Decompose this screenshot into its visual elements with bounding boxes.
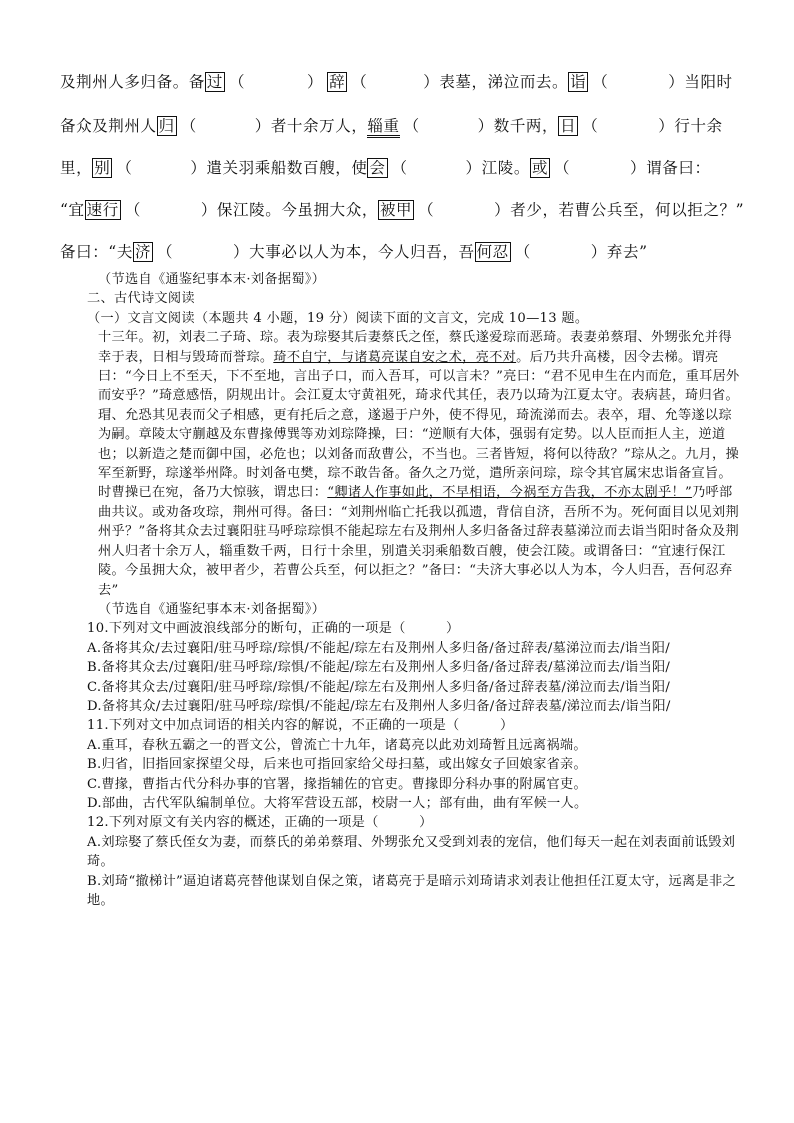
section-heading: 二、古代诗文阅读 (87, 291, 195, 307)
gloss-line-1 (60, 70, 760, 92)
gloss-blank[interactable]: （ (124, 201, 141, 219)
gloss-blank[interactable]: （ (403, 117, 420, 135)
question-12-option-a[interactable]: A.刘琮娶了蔡氏侄女为妻，而蔡氏的弟弟蔡瑁、外甥张允又受到刘表的宠信，他们每天一起在刘表面前诋毁刘琦。 (87, 834, 736, 870)
gloss-blank[interactable]: （ (514, 243, 531, 261)
gloss-line-2 (60, 114, 760, 136)
question-10-option-b[interactable]: B.备将其众去/过襄阳/驻马呼琮/琮惧/不能起/琮左右及荆州人多归备/备过辞表/墓涕泣而去/诣当阳/ (87, 660, 671, 676)
gloss-text: ）大事必以人为本，今人归吾，吾 (233, 243, 475, 261)
gloss-text: ）弃去” (590, 243, 648, 261)
question-10-option-a[interactable]: A.备将其众/去过襄阳/驻马呼琮/琮惧/不能起/琮左右及荆州人多归备/备过辞表/墓涕泣而去/诣当阳/ (87, 640, 671, 656)
gloss-boxed-word: 何忍 (476, 243, 509, 261)
question-10-stem: 10.下列对文中画波浪线部分的断句，正确的一项是（ ） (87, 621, 460, 637)
gloss-text: ）江陵。 (465, 159, 530, 177)
gloss-blank[interactable]: （ (391, 159, 408, 177)
passage-text: 乃呼部曲共议。或劝备攻琮，荆州可得。备曰：“刘荆州临亡托我以孤遗，背信自济，吾所不为。死何面目以见刘荆州乎？”备将其众去过襄阳驻马呼琮琮惧不能起琮左右及荆州人多归备备过辞表墓涕泣而去诣当阳时备众及荆州人归者十余万人，辎重数千两，日行十余里，别遣关羽乘船数百艘，使会江陵。或谓备曰：“宜速行保江陵。今虽拥大众，被甲者少，若曹公兵至，何以拒之？”备曰：“夫济大事必以人为本，今人归吾，吾何忍弃去” (98, 485, 739, 598)
passage-text: 。后乃共升高楼，因令去梯。谓亮曰：“今日上不至天，下不至地，言出子口，而入吾耳，可以言未？”亮曰：“君不见申生在内而危，重耳居外而安乎？”琦意感悟，阴规出计。会江夏太守黄祖死，琦求代其任，表乃以琦为江夏太守。表病甚，琦归省。瑁、允恐其见表而父子相感，更有托后之意，遂遏于户外，使不得见，琦流涕而去。表卒，瑁、允等遂以琮为嗣。章陵太守蒯越及东曹掾傅巽等劝刘琮降操，曰：“逆顺有大体，强弱有定势。以人臣而拒人主，逆道也；以新造之楚而御中国，必危也；以刘备而敌曹公，不当也。三者皆短，将何以待敌？”琮从之。九月，操军至新野，琮遂举州降。时刘备屯樊，琮不敢告备。备久之乃觉，遣所亲问琮，琮令其官属宋忠诣备宣旨。时曹操已在宛，备乃大惊骇，谓忠曰： (98, 349, 740, 501)
gloss-boxed-word: 辞 (329, 73, 346, 91)
question-12-stem: 12.下列对原文有关内容的概述，正确的一项是（ ） (87, 815, 433, 831)
gloss-boxed-word: 被甲 (379, 201, 413, 219)
gloss-boxed-word: 速行 (86, 201, 119, 219)
question-11-option-c[interactable]: C.曹掾，曹指古代分科办事的官署，掾指辅佐的官吏。曹掾即分科办事的附属官吏。 (87, 776, 587, 792)
gloss-blank[interactable]: （ (554, 159, 571, 177)
gloss-underlined-word: 辎重 (367, 117, 399, 138)
gloss-text: “宜 (60, 201, 85, 219)
gloss-blank[interactable]: （ (418, 201, 435, 219)
gloss-boxed-word: 别 (94, 159, 111, 177)
gloss-text: ）谓备曰： (630, 159, 711, 177)
gloss-text: 里， (60, 159, 93, 177)
gloss-boxed-word: 归 (158, 117, 175, 135)
question-11-option-a[interactable]: A.重耳，春秋五霸之一的晋文公，曾流亡十九年，诸葛亮以此劝刘琦暂且远离祸端。 (87, 737, 587, 753)
source-citation: （节选自《通鉴纪事本末·刘备据蜀》） (98, 601, 326, 617)
gloss-line-5 (60, 240, 760, 262)
gloss-text: ）数千两， (477, 117, 559, 135)
gloss-blank[interactable]: （ (180, 117, 197, 135)
main-body (60, 270, 740, 910)
gloss-boxed-word: 过 (206, 73, 224, 91)
subsection-heading: （一）文言文阅读（本题共 4 小题，19 分）阅读下面的文言文，完成 10—13 题。 (87, 310, 589, 326)
gloss-boxed-word: 会 (369, 159, 386, 177)
gloss-blank[interactable]: （ (582, 117, 599, 135)
passage-underlined-sentence: 琦不自宁，与诸葛亮谋自安之术，亮不对 (273, 349, 517, 365)
question-11-stem: 11.下列对文中加点词语的相关内容的解说，不正确的一项是（ ） (87, 718, 514, 734)
gloss-boxed-word: 诣 (570, 73, 587, 91)
gloss-text: 及荆州人多归备。备 (60, 73, 205, 91)
gloss-text: ）遣关羽乘船数百艘，使 (190, 159, 368, 177)
gloss-text: ）当阳时 (668, 73, 733, 91)
gloss-boxed-word: 或 (531, 159, 549, 177)
gloss-line-4 (60, 198, 760, 220)
gloss-blank[interactable]: （ (157, 243, 174, 261)
gloss-blank[interactable]: （ (229, 73, 246, 91)
gloss-blank[interactable]: （ (351, 73, 368, 91)
question-12-option-b[interactable]: B.刘琦“撤梯计”逼迫诸葛亮替他谋划自保之策，诸葛亮于是暗示刘琦请求刘表让他担任江夏太守，远离是非之地。 (87, 873, 736, 908)
source-citation: （节选自《通鉴纪事本末·刘备据蜀》） (98, 272, 326, 287)
gloss-blank[interactable]: （ (116, 159, 133, 177)
gloss-text: ）行十余 (658, 117, 723, 135)
gloss-blank[interactable]: （ (592, 73, 609, 91)
gloss-boxed-word: 济 (134, 243, 152, 261)
gloss-text: ）表墓，涕泣而去。 (423, 73, 569, 91)
passage-underlined-sentence: “卿诸人作事如此，不早相语，今祸至方告我，不亦太剧乎！” (327, 485, 693, 501)
question-11-option-d[interactable]: D.部曲，古代军队编制单位。大将军营设五部，校尉一人；部有曲，曲有军候一人。 (87, 795, 588, 811)
question-11-option-b[interactable]: B.归省，旧指回家探望父母，后来也可指回家给父母扫墓，或出嫁女子回娘家省亲。 (87, 757, 588, 773)
question-10-option-c[interactable]: C.备将其众去/过襄阳/驻马呼琮/琮惧/不能起/琮左右及荆州人多归备/备过辞表墓/涕泣而去/诣当阳/ (87, 679, 671, 695)
question-10-option-d[interactable]: D.备将其众/去过襄阳/驻马呼琮/琮惧/不能起/琮左右及荆州人多归备/备过辞表墓/涕泣而去/诣当阳/ (87, 698, 671, 714)
gloss-blank-close: ） (307, 73, 324, 91)
gloss-text: 备众及荆州人 (60, 117, 157, 135)
gloss-text: ）者十余万人， (254, 117, 368, 135)
gloss-line-3 (60, 156, 760, 178)
gloss-text: 备曰：“夫 (60, 243, 133, 261)
passage (60, 328, 740, 600)
gloss-boxed-word: 日 (560, 117, 577, 135)
passage-text: 十三年。初，刘表二子琦、琮。表为琮娶其后妻蔡氏之侄，蔡氏遂爱琮而恶琦。表妻弟蔡瑁、外甥张允并得幸于表，日相与毁琦而誉琮。 (98, 330, 732, 365)
gloss-text: ）者少，若曹公兵至，何以拒之？” (494, 201, 745, 219)
gloss-text: ）保江陵。今虽拥大众， (200, 201, 378, 219)
